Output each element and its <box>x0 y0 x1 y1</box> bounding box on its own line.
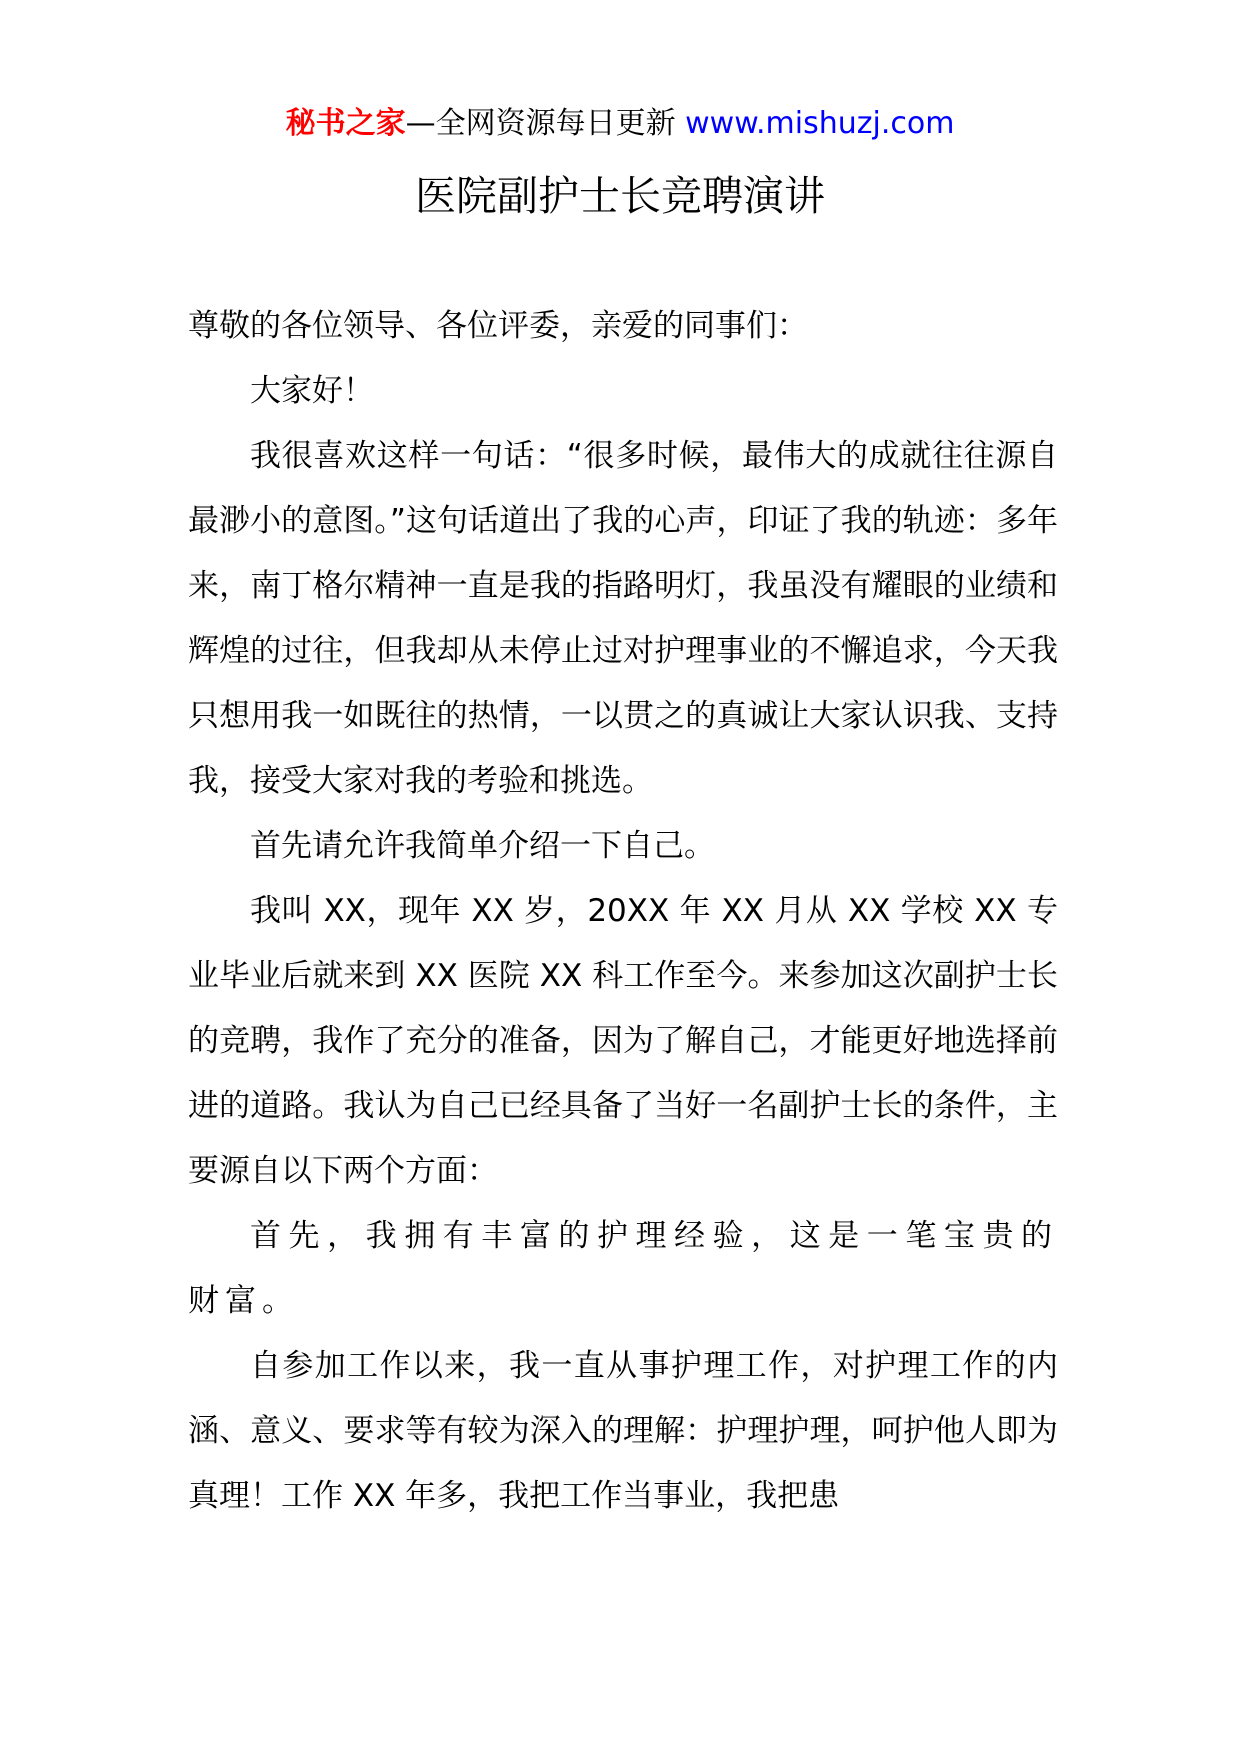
experience-paragraph: 自参加工作以来，我一直从事护理工作，对护理工作的内涵、意义、要求等有较为深入的理解：护理护理，呵护他人即为真理！工作 XX 年多，我把工作当事业，我把患 <box>188 1348 1058 1514</box>
self-introduction-paragraph: 我叫 XX，现年 XX 岁，20XX 年 XX 月从 XX 学校 XX 专业毕业后就来到 XX 医院 XX 科工作至今。来参加这次副护士长的竞聘，我作了充分的准备，因为了解自己，才能更好地选择前进的道路。我认为自己已经具备了当好一名副护士长的条件，主要源自以下两个方面： <box>188 893 1058 1189</box>
first-point-paragraph: 首先，我拥有丰富的护理经验，这是一笔宝贵的财富。 <box>188 1218 1058 1319</box>
document-title: 医院副护士长竞聘演讲 <box>415 172 825 220</box>
site-brand: 秘书之家 <box>285 106 406 141</box>
intro-paragraph: 首先请允许我简单介绍一下自己。 <box>250 828 715 864</box>
opening-paragraph: 我很喜欢这样一句话：“很多时候，最伟大的成就往往源自最渺小的意图。”这句话道出了我的心声，印证了我的轨迹：多年来，南丁格尔精神一直是我的指路明灯，我虽没有耀眼的业绩和辉煌的过往，但我却从未停止过对护理事业的不懈追求，今天我只想用我一如既往的热情，一以贯之的真诚让大家认识我、支持我，接受大家对我的考验和挑选。 <box>188 438 1058 799</box>
salutation-paragraph: 尊敬的各位领导、各位评委，亲爱的同事们： <box>188 308 808 344</box>
site-url-link[interactable]: www.mishuzj.com <box>685 106 955 141</box>
site-header <box>0 104 1240 144</box>
site-tagline: —全网资源每日更新 <box>405 106 686 141</box>
document-body <box>188 294 1058 1529</box>
greeting-paragraph: 大家好！ <box>250 373 374 409</box>
